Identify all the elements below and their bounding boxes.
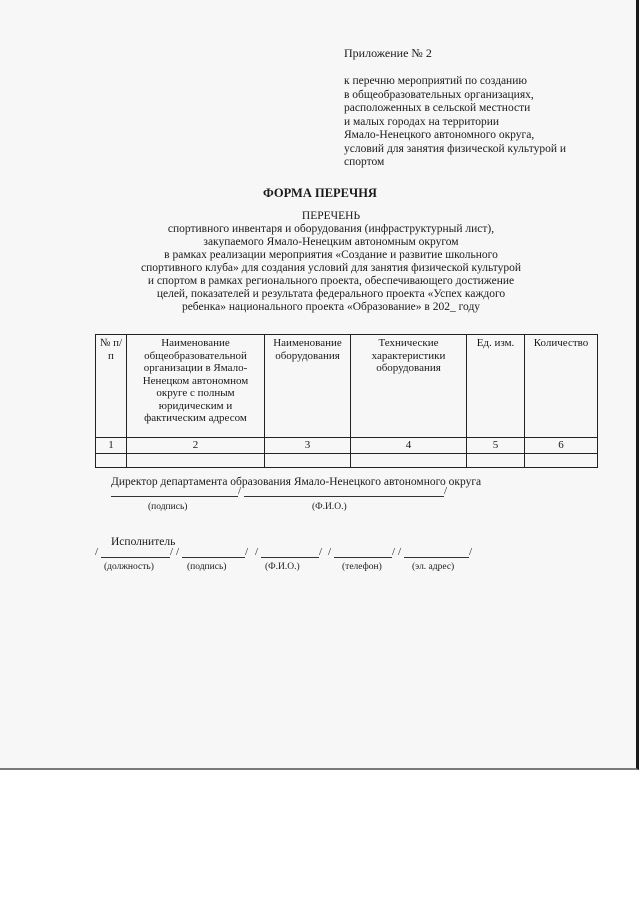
executor-phone-line [334, 557, 392, 558]
appendix-line: спортом [344, 156, 385, 168]
column-number: 3 [265, 438, 351, 454]
table-header-row [96, 335, 598, 438]
column-number: 1 [96, 438, 127, 454]
separator-slash: / [95, 546, 99, 558]
appendix-line: в общеобразовательных организациях, [344, 88, 534, 101]
table-cell [351, 453, 467, 467]
list-line: в рамках реализации мероприятия «Создание и развитие школьного [164, 249, 498, 261]
appendix-line: Ямало-Ненецкого автономного округа, [344, 129, 535, 141]
header-equipment: Наименование оборудования [265, 335, 351, 438]
executor-name-caption: (Ф.И.О.) [265, 562, 300, 572]
equipment-table [95, 334, 598, 468]
list-description [0, 210, 640, 314]
director-signature-line [111, 496, 238, 497]
separator-slash: / [245, 546, 249, 558]
header-unit: Ед. изм. [467, 335, 525, 438]
table-cell [127, 453, 265, 467]
executor-signature-caption: (подпись) [187, 562, 227, 572]
table-cell [96, 453, 127, 467]
list-line: ребенка» национального проекта «Образование» в 202_ году [181, 301, 481, 313]
executor-position-caption: (должность) [104, 562, 154, 572]
separator-slash: / [444, 485, 448, 497]
list-line: и спортом в рамках регионального проекта, обеспечивающего достижение [147, 275, 515, 287]
director-name-line [244, 496, 444, 497]
list-heading: ПЕРЕЧЕНЬ [301, 210, 361, 222]
separator-slash: / [319, 546, 323, 558]
table-row [96, 438, 598, 454]
executor-email-caption: (эл. адрес) [412, 562, 455, 572]
column-number: 6 [525, 438, 598, 454]
table-cell [467, 453, 525, 467]
appendix-title: Приложение № 2 [344, 46, 432, 60]
director-signature-caption: (подпись) [148, 502, 188, 512]
director-label: Директор департамента образования Ямало-Ненецкого автономного округа [111, 476, 482, 488]
column-number: 2 [127, 438, 265, 454]
separator-slash: / [398, 546, 402, 558]
separator-slash: / [392, 546, 396, 558]
executor-position-line [101, 557, 170, 558]
separator-slash: / [328, 546, 332, 558]
executor-label: Исполнитель [111, 536, 176, 548]
table-cell [525, 453, 598, 467]
column-number: 5 [467, 438, 525, 454]
executor-email-line [404, 557, 469, 558]
column-number: 4 [351, 438, 467, 454]
separator-slash: / [176, 546, 180, 558]
executor-signature-line [182, 557, 245, 558]
separator-slash: / [170, 546, 174, 558]
list-line: целей, показателей и результата федерального проекта «Успех каждого [156, 288, 506, 300]
appendix-line: к перечню мероприятий по созданию [344, 75, 527, 87]
header-organization: Наименование общеобразовательной организации в Ямало-Ненецком автономном округе с полным юридическим и фактическим адресом [127, 335, 265, 438]
separator-slash: / [469, 546, 473, 558]
table-row [96, 453, 598, 467]
header-specs: Технические характеристики оборудования [351, 335, 467, 438]
separator-slash: / [255, 546, 259, 558]
executor-name-line [261, 557, 319, 558]
separator-slash: / [238, 485, 242, 497]
appendix-text [344, 75, 566, 170]
list-line: спортивного инвентаря и оборудования (инфраструктурный лист), [167, 223, 495, 235]
header-quantity: Количество [525, 335, 598, 438]
appendix-line: расположенных в сельской местности [344, 102, 531, 114]
appendix-line: условий для занятия физической культурой и [344, 142, 567, 155]
list-line: закупаемого Ямало-Ненецким автономным округом [203, 236, 459, 248]
executor-phone-caption: (телефон) [342, 562, 382, 572]
list-line: спортивного клуба» для создания условий для занятия физической культурой [140, 262, 522, 274]
director-name-caption: (Ф.И.О.) [312, 502, 347, 512]
form-title: ФОРМА ПЕРЕЧНЯ [263, 186, 377, 200]
appendix-line: и малых городах на территории [344, 115, 500, 128]
header-number: № п/п [96, 335, 127, 438]
table-cell [265, 453, 351, 467]
